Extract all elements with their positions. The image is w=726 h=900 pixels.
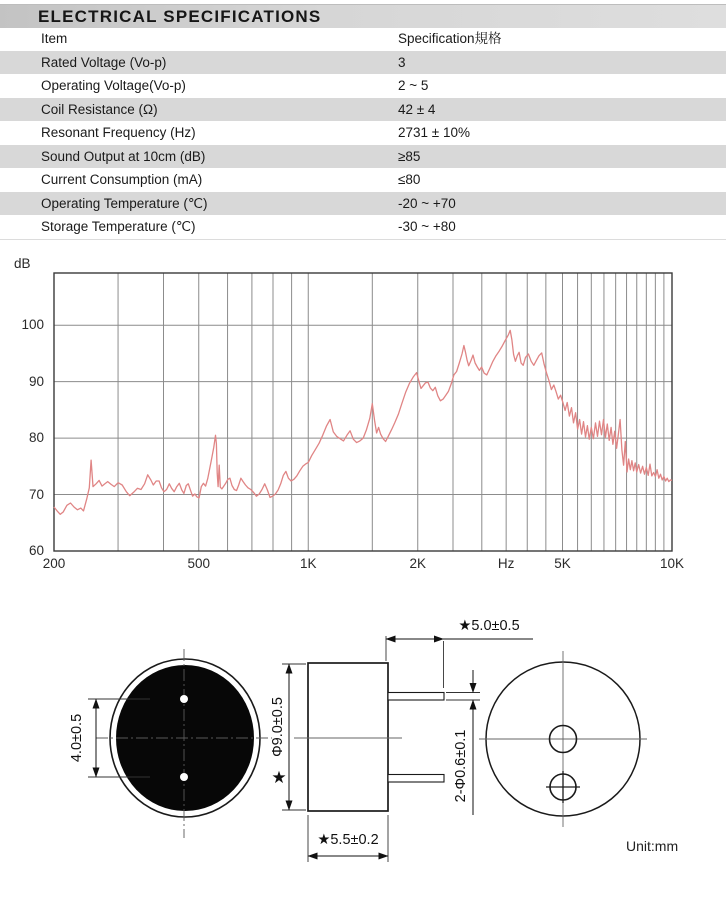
row-value: -30 ~ +80	[398, 219, 456, 234]
frequency-response-chart	[0, 248, 726, 588]
dim-star-diameter: ★	[271, 768, 287, 787]
y-tick-label: 80	[28, 430, 44, 446]
page-title: ELECTRICAL SPECIFICATIONS	[38, 7, 322, 26]
row-item: Resonant Frequency (Hz)	[41, 125, 196, 140]
dim-label-pin-length: ★5.0±0.5	[458, 618, 520, 634]
drawings-canvas	[0, 600, 726, 900]
section-titlebar	[0, 4, 726, 28]
column-header-spec: Specification規格	[398, 31, 502, 46]
pin-hole-top	[180, 695, 188, 703]
y-tick-label: 70	[28, 486, 44, 502]
spec-table	[0, 27, 726, 239]
row-item: Current Consumption (mA)	[41, 172, 203, 187]
pin-bottom	[388, 775, 444, 783]
column-header-item: Item	[41, 31, 68, 46]
bottom-view	[479, 651, 647, 827]
y-tick-label: 60	[28, 543, 44, 558]
dim-label-hole-spacing: 4.0±0.5	[69, 713, 85, 763]
table-row	[0, 98, 726, 122]
dim-label-body-width: ★5.5±0.2	[317, 832, 379, 848]
case-body	[308, 663, 388, 811]
table-row	[0, 168, 726, 192]
row-item: Rated Voltage (Vo-p)	[41, 54, 167, 70]
row-value: 42 ± 4	[398, 101, 436, 117]
row-item: Operating Voltage(Vo-p)	[41, 78, 186, 93]
x-tick-label: 1K	[299, 556, 317, 571]
table-row	[0, 74, 726, 98]
row-value: ≤80	[398, 172, 421, 187]
row-item: Operating Temperature (℃)	[41, 195, 208, 211]
table-header-row	[0, 27, 726, 51]
pin-top	[388, 693, 444, 701]
x-tick-label: 2K	[409, 556, 426, 571]
dim-label-diameter: Φ9.0±0.5	[270, 697, 286, 757]
row-value: 2731 ± 10%	[398, 125, 470, 140]
mechanical-drawings	[0, 600, 726, 900]
row-value: 2 ~ 5	[398, 78, 429, 93]
response-curve	[54, 330, 672, 514]
chart-canvas	[0, 248, 726, 578]
table-row	[0, 121, 726, 145]
row-item: Coil Resistance (Ω)	[41, 101, 158, 117]
table-row	[0, 145, 726, 169]
x-tick-label: 10K	[659, 556, 685, 571]
top-view	[88, 649, 272, 838]
row-value: ≥85	[398, 148, 421, 164]
x-tick-label: 200	[42, 556, 66, 571]
plot-border	[54, 273, 672, 551]
row-item: Sound Output at 10cm (dB)	[41, 148, 206, 164]
table-row	[0, 192, 726, 216]
db-axis-label: dB	[14, 256, 31, 271]
side-view	[282, 636, 533, 862]
pin-hole-bottom	[180, 773, 188, 781]
x-tick-label: 5K	[554, 556, 571, 571]
row-value: 3	[398, 54, 406, 70]
dim-label-pin-diameter: 2-Φ0.6±0.1	[453, 729, 469, 803]
table-row	[0, 51, 726, 75]
row-item: Storage Temperature (℃)	[41, 219, 196, 234]
x-tick-label: Hz	[497, 556, 515, 571]
x-tick-label: 500	[187, 556, 211, 571]
table-bottom-rule	[0, 239, 726, 240]
y-tick-label: 90	[28, 373, 44, 389]
y-tick-label: 100	[21, 317, 44, 333]
unit-note: Unit:mm	[626, 838, 679, 854]
table-row	[0, 215, 726, 239]
row-value: -20 ~ +70	[398, 195, 456, 211]
